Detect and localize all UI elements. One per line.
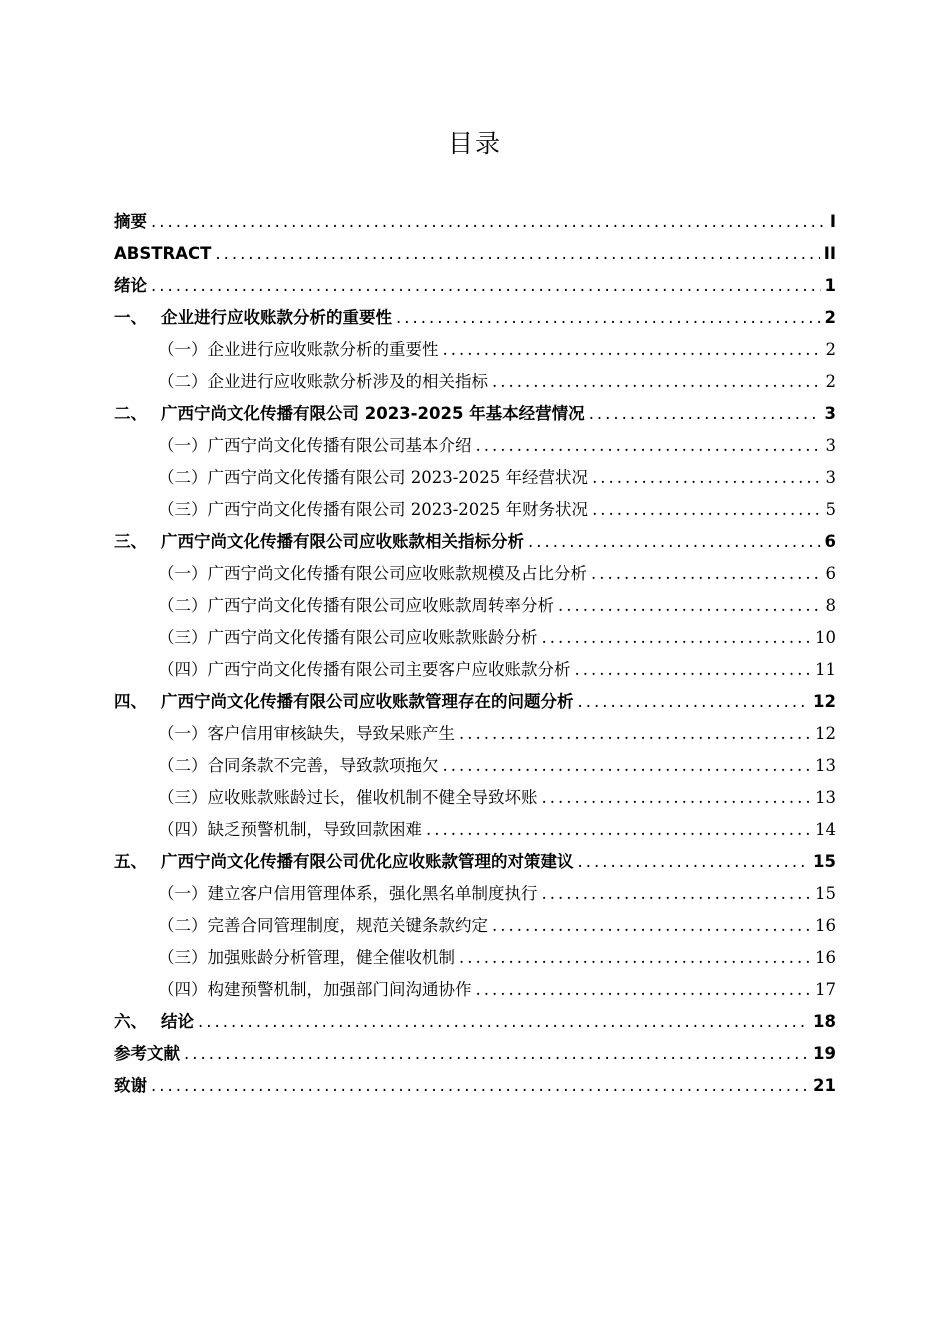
toc-dot-leader — [459, 942, 811, 974]
toc-entry[interactable] — [114, 942, 836, 974]
toc-entry[interactable] — [114, 878, 836, 910]
toc-entry-title: （二）广西宁尚文化传播有限公司 2023-2025 年经营状况 — [158, 468, 589, 487]
toc-entry[interactable] — [114, 238, 836, 270]
toc-dot-leader — [151, 206, 824, 238]
toc-entry[interactable] — [114, 686, 836, 718]
toc-entry[interactable] — [114, 1006, 836, 1038]
toc-entry-page-number: 2 — [825, 340, 836, 359]
toc-entry-page-number: 12 — [815, 724, 836, 743]
toc-dot-leader — [578, 846, 810, 878]
toc-entry-page-number: II — [823, 244, 836, 263]
toc-dot-leader — [575, 654, 812, 686]
toc-entry-title: （二）企业进行应收账款分析涉及的相关指标 — [158, 372, 488, 391]
toc-entry[interactable] — [114, 462, 836, 494]
toc-entry[interactable] — [114, 750, 836, 782]
toc-entry-title: 致谢 — [114, 1076, 147, 1095]
toc-dot-leader — [578, 686, 810, 718]
toc-entry[interactable] — [114, 622, 836, 654]
toc-entry-page-number: 19 — [813, 1044, 836, 1063]
toc-dot-leader — [542, 782, 812, 814]
toc-entry-page-number: 16 — [815, 948, 836, 967]
toc-dot-leader — [592, 462, 821, 494]
toc-entry-page-number: I — [829, 212, 836, 231]
toc-entry[interactable] — [114, 494, 836, 526]
toc-entry-title: 广西宁尚文化传播有限公司应收账款相关指标分析 — [161, 532, 524, 551]
toc-entry-title: 广西宁尚文化传播有限公司 2023-2025 年基本经营情况 — [161, 404, 585, 423]
toc-entry-title: 企业进行应收账款分析的重要性 — [161, 308, 392, 327]
toc-dot-leader — [443, 750, 812, 782]
toc-entry[interactable] — [114, 270, 836, 302]
toc-entry-page-number: 5 — [825, 500, 836, 519]
toc-entry-title: （四）缺乏预警机制，导致回款困难 — [158, 820, 422, 839]
toc-entry-page-number: 3 — [825, 436, 836, 455]
toc-entry-page-number: 15 — [813, 852, 836, 871]
toc-entry-title: （一）广西宁尚文化传播有限公司基本介绍 — [158, 436, 472, 455]
toc-entry[interactable] — [114, 782, 836, 814]
toc-entry-page-number: 8 — [825, 596, 836, 615]
toc-dot-leader — [592, 494, 821, 526]
toc-entry[interactable] — [114, 974, 836, 1006]
toc-dot-leader — [151, 270, 821, 302]
toc-dot-leader — [476, 430, 822, 462]
toc-entry[interactable] — [114, 366, 836, 398]
toc-dot-leader — [492, 366, 822, 398]
toc-entry-number: 五、 — [114, 852, 147, 871]
toc-dot-leader — [184, 1038, 809, 1070]
toc-entry[interactable] — [114, 814, 836, 846]
toc-entry-page-number: 13 — [815, 788, 836, 807]
toc-entry-number: 四、 — [114, 692, 147, 711]
toc-entry-page-number: 17 — [815, 980, 836, 999]
toc-entry[interactable] — [114, 334, 836, 366]
toc-entry-title: （一）广西宁尚文化传播有限公司应收账款规模及占比分析 — [158, 564, 587, 583]
toc-entry-title: （二）合同条款不完善，导致款项拖欠 — [158, 756, 439, 775]
toc-entry-page-number: 11 — [815, 660, 836, 679]
toc-dot-leader — [542, 878, 812, 910]
toc-entry[interactable] — [114, 910, 836, 942]
toc-dot-leader — [198, 1006, 809, 1038]
toc-dot-leader — [558, 590, 822, 622]
toc-entry-title: 结论 — [161, 1012, 194, 1031]
toc-entry-page-number: 12 — [813, 692, 836, 711]
toc-entry[interactable] — [114, 526, 836, 558]
toc-entry-title: 绪论 — [114, 276, 147, 295]
toc-entry-page-number: 10 — [815, 628, 836, 647]
toc-entry[interactable] — [114, 1070, 836, 1102]
toc-entry-title: （三）广西宁尚文化传播有限公司应收账款账龄分析 — [158, 628, 538, 647]
toc-entry-title: （一）建立客户信用管理体系，强化黑名单制度执行 — [158, 884, 538, 903]
toc-dot-leader — [396, 302, 821, 334]
toc-entry-title: （四）广西宁尚文化传播有限公司主要客户应收账款分析 — [158, 660, 571, 679]
toc-dot-leader — [589, 398, 821, 430]
toc-entry-title: （一）企业进行应收账款分析的重要性 — [158, 340, 439, 359]
toc-entry-page-number: 16 — [815, 916, 836, 935]
toc-entry-title: （三）广西宁尚文化传播有限公司 2023-2025 年财务状况 — [158, 500, 589, 519]
toc-entry-page-number: 18 — [813, 1012, 836, 1031]
toc-dot-leader — [528, 526, 821, 558]
toc-entry[interactable] — [114, 654, 836, 686]
toc-entry-number: 二、 — [114, 404, 147, 423]
toc-dot-leader — [476, 974, 812, 1006]
toc-dot-leader — [443, 334, 822, 366]
toc-dot-leader — [492, 910, 811, 942]
toc-entry-title: （四）构建预警机制，加强部门间沟通协作 — [158, 980, 472, 999]
toc-entry-title: 参考文献 — [114, 1044, 180, 1063]
toc-entry-page-number: 1 — [824, 276, 836, 295]
page-title: 目录 — [447, 129, 502, 158]
toc-entry[interactable] — [114, 558, 836, 590]
toc-entry-title: ABSTRACT — [114, 244, 212, 263]
toc-dot-leader — [591, 558, 822, 590]
toc-entry[interactable] — [114, 430, 836, 462]
toc-entry-title: 摘要 — [114, 212, 147, 231]
toc-entry-page-number: 2 — [825, 372, 836, 391]
toc-entry-page-number: 21 — [813, 1076, 836, 1095]
toc-entry[interactable] — [114, 302, 836, 334]
toc-entry-page-number: 2 — [824, 308, 836, 327]
toc-dot-leader — [542, 622, 812, 654]
toc-entry-page-number: 3 — [825, 468, 836, 487]
toc-entry-title: （一）客户信用审核缺失，导致呆账产生 — [158, 724, 455, 743]
toc-entry-number: 六、 — [114, 1012, 147, 1031]
toc-entry[interactable] — [114, 398, 836, 430]
toc-entry-page-number: 13 — [815, 756, 836, 775]
toc-entry-number: 三、 — [114, 532, 147, 551]
toc-entry-title: （二）广西宁尚文化传播有限公司应收账款周转率分析 — [158, 596, 554, 615]
toc-entry[interactable] — [114, 1038, 836, 1070]
toc-entry-page-number: 6 — [824, 532, 836, 551]
toc-entry-page-number: 6 — [825, 564, 836, 583]
toc-entry-title: 广西宁尚文化传播有限公司应收账款管理存在的问题分析 — [161, 692, 574, 711]
toc-dot-leader — [459, 718, 811, 750]
toc-entry-page-number: 3 — [824, 404, 836, 423]
toc-entry-title: （二）完善合同管理制度，规范关键条款约定 — [158, 916, 488, 935]
toc-entry-title: 广西宁尚文化传播有限公司优化应收账款管理的对策建议 — [161, 852, 574, 871]
toc-entry-page-number: 14 — [815, 820, 836, 839]
toc-entry-number: 一、 — [114, 308, 147, 327]
toc-entry[interactable] — [114, 846, 836, 878]
toc-entry-page-number: 15 — [815, 884, 836, 903]
toc-entry[interactable] — [114, 206, 836, 238]
table-of-contents — [114, 206, 836, 1102]
toc-entry[interactable] — [114, 590, 836, 622]
toc-entry[interactable] — [114, 718, 836, 750]
toc-entry-title: （三）应收账款账龄过长，催收机制不健全导致坏账 — [158, 788, 538, 807]
toc-entry-title: （三）加强账龄分析管理，健全催收机制 — [158, 948, 455, 967]
toc-dot-leader — [426, 814, 811, 846]
toc-dot-leader — [215, 238, 819, 270]
toc-dot-leader — [151, 1070, 809, 1102]
